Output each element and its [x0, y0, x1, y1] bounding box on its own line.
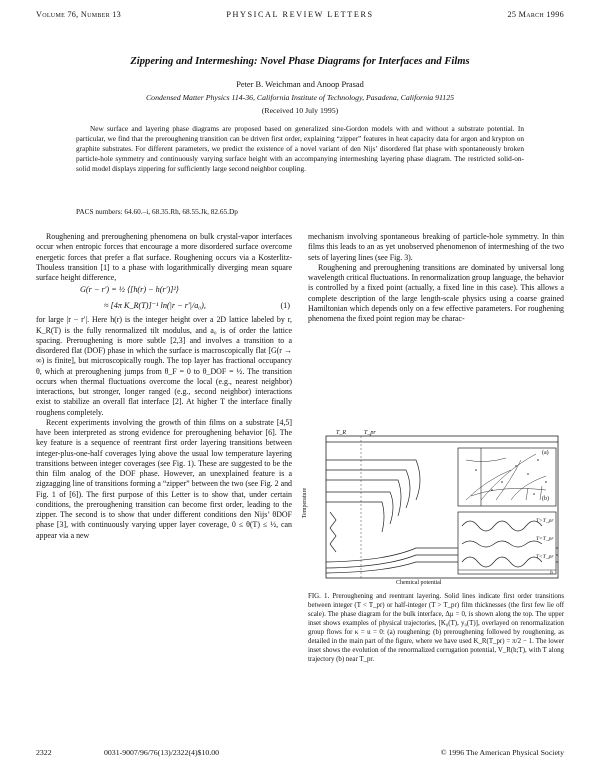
label-h: h	[550, 570, 553, 576]
paragraph: Recent experiments involving the growth of thin films on a substrate [4,5] have been interpreted as strong evidence for preroughening behavior [6]. The key feature is a sequence of reentrant first order layering transitions between integer-plus-one-half coverages lying above the usual low temperature layering transitions between integer coverages (see Fig. 1). These are suggested to be the thin film analog of the DOF phase. However, an unexplained feature is a zigzagging line of transitions forming a “zipper” between the two (see Fig. 2 and Fig. 1 of [6]). The first purpose of this Letter is to show that, under certain conditions, the preroughening transition can become first order, leading to the zipper. The second is to show that under different conditions den Nijs’ θDOF phase [3], with continuously varying upper layer coverage, 0 ≤ θ(T) ≤ ½, can appear via a new	[36, 417, 292, 540]
volume-number: Volume 76, Number 13	[36, 10, 122, 19]
page-number: 2322	[36, 748, 52, 757]
right-column	[308, 232, 564, 324]
reentrant-line	[326, 492, 393, 524]
paragraph: Roughening and preroughening transitions are dominated by universal long wavelength critical fluctuations. In renormalization group language, the behavior is controlled by a fixed point (actually, a fixed line in this case). This allows a complete description of the large length-scale physics using a coarse grained Hamiltonian which depends only on a few effective parameters. For roughening phenomena the fixed point region may be charac-	[308, 262, 564, 323]
reentrant-line	[326, 480, 401, 516]
label-t-gt: T>T_pr	[536, 518, 554, 524]
author-affiliation: Condensed Matter Physics 114-36, California Institute of Technology, Pasadena, California 91125	[145, 93, 455, 102]
article-title: Zippering and Intermeshing: Novel Phase Diagrams for Interfaces and Films	[130, 56, 470, 67]
issue-date: 25 March 1996	[507, 10, 564, 19]
label-t-eq: T=T_pr	[536, 536, 554, 542]
equation-line: ≈ [4π K_R(T)]⁻¹ ln(|r − r′|/a₀),	[104, 301, 206, 311]
label-b: (b)	[542, 496, 549, 502]
abstract: New surface and layering phase diagrams are proposed based on generalized sine-Gordon models with and without a substrate potential. In particular, we find that the preroughening transition can be driven first order, explaining “zipper” features in heat capacity data for argon and krypton on graphite substrates. For different parameters, we predict the existence of a novel variant of den Nijs’ disordered flat phase with spontaneously broken particle-hole symmetry and continuously varying surface height with an accompanying intermeshing layering phase diagram. The restricted solid-on-solid model displays zippering for sufficiently large second neighbor coupling.	[76, 124, 524, 174]
journal-name: PHYSICAL REVIEW LETTERS	[226, 10, 374, 19]
y-axis-label: Temperature	[302, 487, 309, 519]
article-code: 0031-9007/96/76(13)/2322(4)$10.00	[104, 748, 219, 757]
pacs-numbers: PACS numbers: 64.60.–i, 68.35.Rh, 68.55.Jk, 82.65.Dp	[76, 207, 238, 216]
copyright: © 1996 The American Physical Society	[440, 748, 564, 757]
page-footer	[36, 748, 564, 760]
running-header	[36, 10, 564, 24]
equation-number: (1)	[280, 301, 290, 311]
article-authors: Peter B. Weichman and Anoop Prasad	[236, 80, 364, 89]
figure-1-caption: FIG. 1. Preroughening and reentrant layering. Solid lines indicate first order transitions between integer (T < T_pr) or half-integer (T > T_pr) film thicknesses (the first few lie off scale). The phase diagram for the bulk interface, Δμ = 0, is shown along the top. The upper inset shows examples of physical trajectories, [K₀(T), y₀(T)], overlayed on renormalization group flows for κ = u = 0: (a) roughening; (b) preroughening followed by roughening, as detailed in the main part of the figure, where we have used K_R(T_pr) = π/2 − 1. The lower inset shows the evolution of the renormalized corrugation potential, V_R(h;T), with T along trajectory (b) near T_pr.	[308, 593, 564, 664]
paragraph: Roughening and preroughening phenomena on bulk crystal-vapor interfaces occur when entropic forces that encourage a more disordered surface overcome energetic forces that prefer a flat surface. Roughening occurs via a Kosterlitz-Thouless transition [1] to a phase with logarithmically diverging mean square surface height difference,	[36, 232, 292, 282]
left-column	[36, 232, 292, 541]
figure-1-plot	[306, 430, 564, 590]
received-date: (Received 10 July 1995)	[261, 106, 339, 115]
label-a: (a)	[542, 450, 549, 456]
zipper-line	[330, 512, 336, 552]
label-t-lt: T<T_pr	[536, 554, 554, 560]
figure-1	[302, 430, 564, 590]
equation-line: G(r − r′) = ½ ⟨[h(r) − h(r′)]²⟩	[80, 285, 180, 295]
paragraph: mechanism involving spontaneous breaking of particle-hole symmetry. In thin films this leads to an as yet unobserved phenomenon of intermeshing of the two sets of layering lines (see Fig. 3).	[308, 232, 564, 262]
reentrant-line	[326, 502, 384, 532]
paragraph: for large |r − r′|. Here h(r) is the integer height over a 2D lattice labeled by r, K_R(T) is the fully renormalized tilt modulus, and a₀ is of order the lattice spacing. Preroughening is more subtle [2,3] and involves a transition to a disordered flat (DOF) phase in which the surface is macroscopically flat [G(r → ∞) is finite], but microscopically rough. The top layer has fractional occupancy θ, which at preroughening jumps from θ_F = 0 to θ_DOF = ½. The transition occurs when thermal fluctuations overcome the local (e.g., nearest neighbor) interactions, but stronger, longer ranged (e.g., second neighbor) interactions exist to stabilize an overall flat interface [2]. At higher T the interface finally roughens completely.	[36, 315, 292, 417]
equation-1	[36, 283, 292, 315]
label-tpr: T_pr	[364, 430, 376, 436]
x-axis-label: Chemical potential	[396, 580, 442, 586]
label-tr: T_R	[336, 430, 347, 436]
